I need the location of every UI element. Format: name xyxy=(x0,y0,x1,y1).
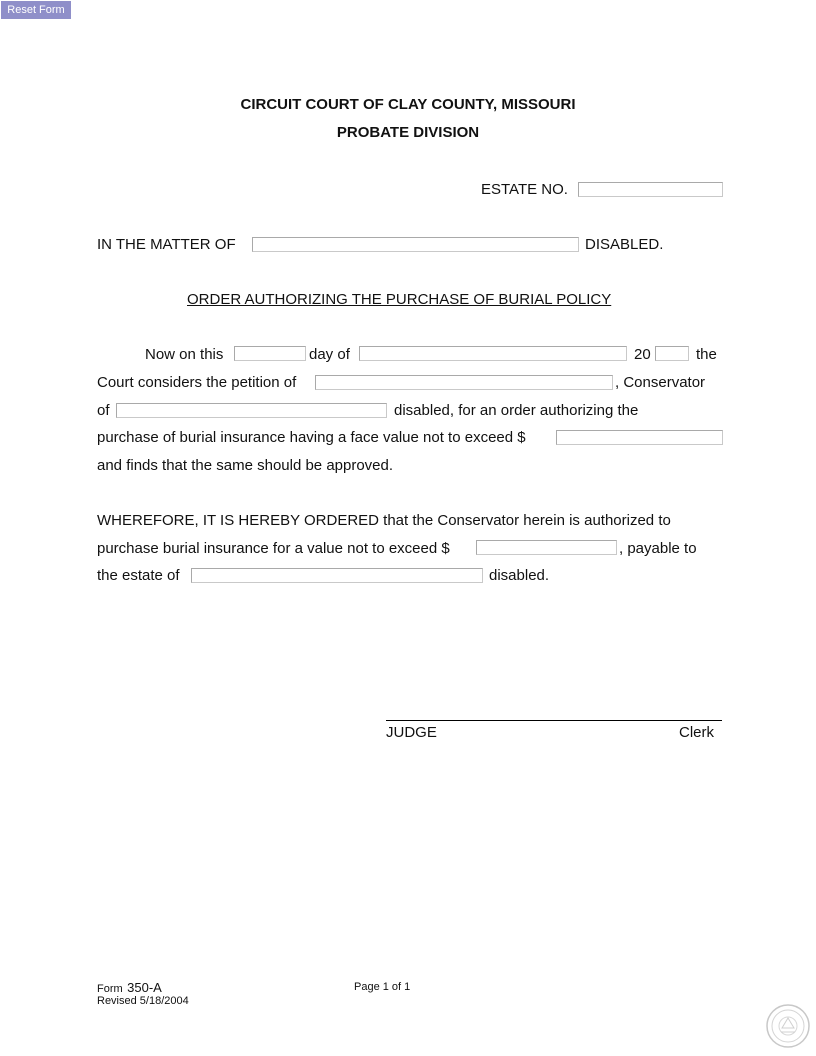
estate-no-label: ESTATE NO. xyxy=(481,181,568,198)
face-value-field[interactable] xyxy=(556,430,723,445)
estate-of-name-field[interactable] xyxy=(191,568,483,583)
wherefore-text: WHEREFORE, IT IS HEREBY ORDERED that the Conservator herein is authorized to xyxy=(97,512,671,529)
year-prefix-text: 20 xyxy=(634,346,651,363)
signature-line xyxy=(386,720,722,721)
of-text: of xyxy=(97,402,110,419)
disabled-for-order-text: disabled, for an order authorizing the xyxy=(394,402,639,419)
revised-date: Revised 5/18/2004 xyxy=(97,995,189,1007)
the-text: the xyxy=(696,346,717,363)
form-label: Form xyxy=(97,983,123,995)
estate-of-text: the estate of xyxy=(97,567,180,584)
petitioner-field[interactable] xyxy=(315,375,613,390)
page-number: Page 1 of 1 xyxy=(354,981,411,993)
court-considers-text: Court considers the petition of xyxy=(97,374,297,391)
division-heading: PROBATE DIVISION xyxy=(336,124,480,141)
payable-to-text: , payable to xyxy=(619,540,697,557)
day-field[interactable] xyxy=(234,346,306,361)
now-on-this-text: Now on this xyxy=(145,346,224,363)
clerk-label: Clerk xyxy=(679,724,715,741)
matter-name-field[interactable] xyxy=(252,237,579,252)
order-title: ORDER AUTHORIZING THE PURCHASE OF BURIAL POLICY xyxy=(187,291,612,308)
month-field[interactable] xyxy=(359,346,627,361)
disabled-text: disabled. xyxy=(489,567,550,584)
matter-suffix: DISABLED. xyxy=(585,236,664,253)
matter-prefix: IN THE MATTER OF xyxy=(97,236,236,253)
authorized-value-field[interactable] xyxy=(476,540,617,555)
court-heading: CIRCUIT COURT OF CLAY COUNTY, MISSOURI xyxy=(240,96,576,113)
finds-text: and finds that the same should be approved. xyxy=(97,457,394,474)
purchase-authorized-text: purchase burial insurance for a value not to exceed $ xyxy=(97,540,450,557)
estate-no-field[interactable] xyxy=(578,182,723,197)
year-field[interactable] xyxy=(655,346,689,361)
purchase-text: purchase of burial insurance having a face value not to exceed $ xyxy=(97,429,526,446)
ward-name-field[interactable] xyxy=(116,403,387,418)
judge-label: JUDGE xyxy=(386,724,437,741)
day-of-text: day of xyxy=(309,346,350,363)
court-seal-icon xyxy=(765,1003,811,1049)
reset-form-button[interactable]: Reset Form xyxy=(1,1,71,19)
form-number-value: 350-A xyxy=(127,980,162,995)
conservator-text: , Conservator xyxy=(615,374,706,391)
